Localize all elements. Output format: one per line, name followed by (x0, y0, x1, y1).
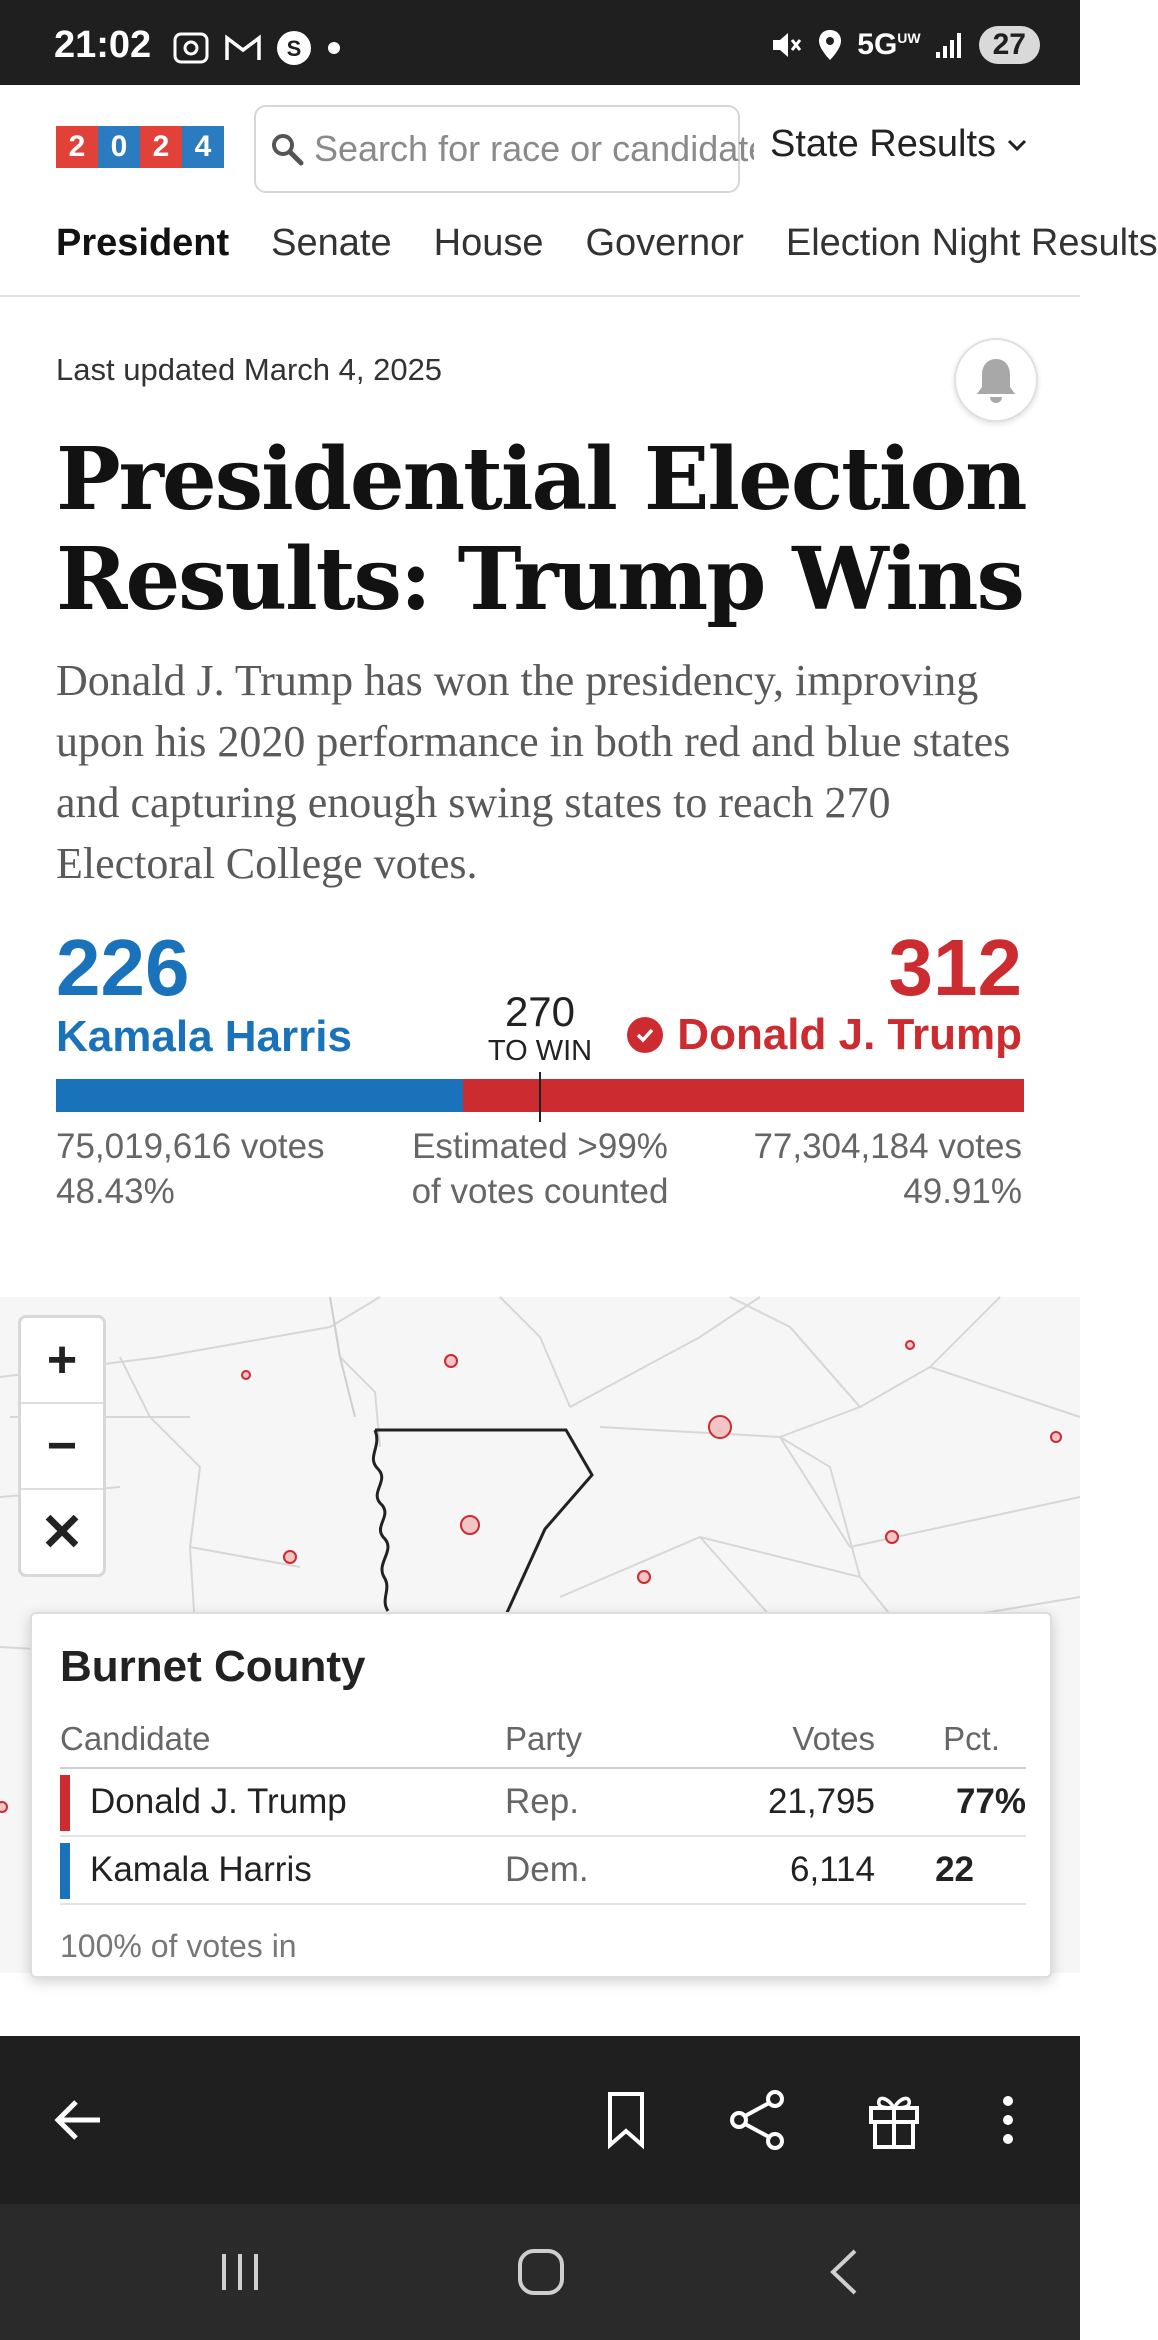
county-name: Burnet County (60, 1642, 366, 1691)
state-results-label: State Results (770, 123, 996, 165)
table-row (60, 1768, 1026, 1836)
status-time: 21:02 (54, 24, 152, 66)
last-updated: Last updated March 4, 2025 (56, 352, 443, 387)
zoom-out-button[interactable]: − (21, 1404, 103, 1490)
dem-fill-bar (56, 1079, 463, 1112)
pct-cell: 77% (875, 1768, 1026, 1836)
harris-name: Kamala Harris (56, 1012, 352, 1061)
bookmark-button[interactable] (594, 2088, 658, 2152)
harris-pct: 48.43% (56, 1172, 175, 1211)
gmail-icon (224, 33, 262, 63)
trump-name: Donald J. Trump (677, 1010, 1022, 1059)
search-icon (270, 132, 304, 166)
map-zoom-controls (18, 1315, 106, 1577)
recent-apps-icon (216, 2250, 264, 2294)
header-party: Party (505, 1710, 685, 1768)
status-notification-icons (172, 30, 342, 66)
bell-icon (973, 355, 1019, 405)
more-icon (1001, 2094, 1015, 2146)
candidate-name: Kamala Harris (90, 1850, 312, 1889)
county-tooltip-card (30, 1612, 1052, 1978)
candidate-cell (60, 1768, 505, 1836)
logo-digit: 0 (98, 126, 140, 168)
system-back-button[interactable] (808, 2242, 878, 2302)
location-icon (817, 28, 843, 62)
home-button[interactable] (506, 2242, 576, 2302)
zoom-in-button[interactable]: + (21, 1318, 103, 1404)
site-header (0, 85, 1158, 297)
signal-icon (935, 30, 965, 60)
candidate-cell (60, 1836, 505, 1904)
trump-popular-vote (753, 1124, 1022, 1214)
race-tabs (56, 222, 1158, 265)
tab-governor[interactable]: Governor (585, 222, 744, 264)
tab-president[interactable]: President (56, 222, 230, 264)
votes-in-note: 100% of votes in (60, 1928, 297, 1964)
share-button[interactable] (726, 2088, 790, 2152)
county-results-table (60, 1710, 1026, 1905)
chevron-down-icon (1006, 137, 1028, 153)
network-type: 5G (857, 28, 898, 61)
party-cell: Dem. (505, 1836, 685, 1904)
votes-counted (390, 1124, 690, 1214)
trump-votes: 77,304,184 votes (753, 1127, 1022, 1166)
header-pct: Pct. (875, 1710, 1026, 1768)
logo-digit: 2 (56, 126, 98, 168)
to-win-text: TO WIN (487, 1035, 593, 1067)
battery-indicator: 27 (979, 26, 1040, 64)
votes-cell: 6,114 (685, 1836, 875, 1904)
bookmark-icon (606, 2091, 646, 2149)
tab-house[interactable]: House (433, 222, 544, 264)
status-right (769, 26, 1040, 64)
state-results-dropdown[interactable] (770, 123, 1028, 166)
recent-apps-button[interactable] (205, 2242, 275, 2302)
share-icon (729, 2089, 787, 2151)
270-marker (539, 1072, 541, 1122)
trump-pct: 49.91% (903, 1172, 1022, 1211)
counted-line2: of votes counted (411, 1172, 669, 1211)
table-header-row (60, 1710, 1026, 1768)
dem-swatch (60, 1843, 70, 1899)
back-arrow-icon (52, 2098, 104, 2142)
counted-line1: Estimated >99% (412, 1127, 668, 1166)
pct-cell: 22 (875, 1836, 1026, 1904)
search-input[interactable] (314, 128, 754, 170)
notification-bell-button[interactable] (954, 338, 1038, 422)
network-sup: UW (897, 30, 921, 46)
mute-icon (769, 28, 803, 62)
header-votes: Votes (685, 1710, 875, 1768)
system-nav-bar (0, 2204, 1080, 2340)
reset-map-button[interactable]: ✕ (40, 1504, 84, 1562)
table-row (60, 1836, 1026, 1904)
system-back-icon (823, 2247, 863, 2297)
trump-name-row (627, 1010, 1022, 1060)
harris-popular-vote (56, 1124, 325, 1214)
rep-swatch (60, 1775, 70, 1831)
election-2024-logo[interactable] (56, 126, 224, 168)
headline: Presidential Election Results: Trump Wins (56, 429, 1026, 630)
logo-digit: 2 (140, 126, 182, 168)
candidate-name: Donald J. Trump (90, 1782, 347, 1821)
gift-article-button[interactable] (862, 2088, 926, 2152)
svg-text:S: S (286, 36, 302, 61)
app-s-icon (276, 30, 312, 66)
gift-icon (867, 2090, 921, 2150)
summary: Donald J. Trump has won the presidency, improving upon his 2020 performance in both red and blue states and capturing enough swing states to reach 270 Electoral College votes. (56, 656, 1011, 888)
tab-election-night-results[interactable]: Election Night Results (785, 222, 1158, 264)
to-win-number: 270 (504, 988, 576, 1035)
logo-digit: 4 (182, 126, 224, 168)
app-toolbar (0, 2036, 1080, 2204)
header-candidate: Candidate (60, 1710, 505, 1768)
screenshot-icon (172, 31, 210, 65)
status-bar (0, 0, 1080, 85)
search-box[interactable] (254, 105, 740, 193)
home-icon (516, 2247, 566, 2297)
back-button[interactable] (46, 2088, 110, 2152)
trump-electoral-votes: 312 (888, 923, 1022, 1012)
more-options-button[interactable] (976, 2088, 1040, 2152)
dot-icon (326, 40, 342, 56)
votes-cell: 21,795 (685, 1768, 875, 1836)
harris-electoral-votes: 226 (56, 923, 190, 1012)
to-win-label (480, 990, 600, 1068)
network-label (857, 28, 920, 62)
harris-votes: 75,019,616 votes (56, 1127, 325, 1166)
winner-check-icon (627, 1017, 663, 1053)
tab-senate[interactable]: Senate (271, 222, 392, 264)
party-cell: Rep. (505, 1768, 685, 1836)
